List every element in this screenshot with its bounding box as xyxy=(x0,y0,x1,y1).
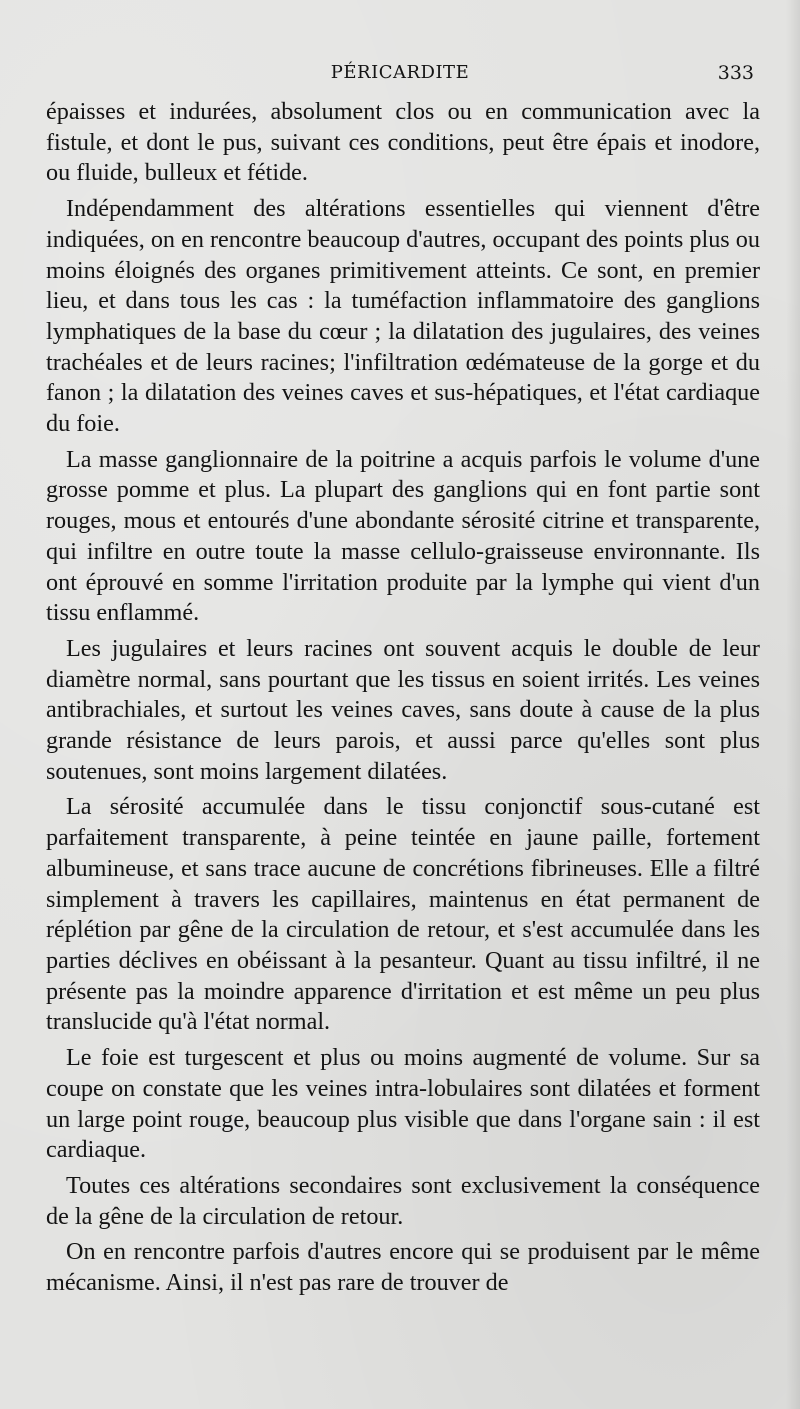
paragraph-continuation: épaisses et indurées, absolument clos ou en communication avec la fistule, et dont le pus, suivant ces conditions, peut être épais et inodore, ou fluide, bulleux et fétide. xyxy=(46,98,760,187)
running-head xyxy=(46,62,754,90)
paragraph-consequence: Toutes ces altérations secondaires sont exclusivement la conséquence de la gêne de la circulation de retour. xyxy=(46,1171,760,1230)
paragraph-ganglions: La masse ganglionnaire de la poitrine a acquis parfois le volume d'une grosse pomme et plus. La plupart des ganglions qui en font partie sont rouges, mous et entourés d'une abondante sérosité citrine et transparente, qui infiltre en outre toute la masse cellulo-graisseuse environnante. Ils ont éprouvé en somme l'irritation produite par la lymphe qui vient d'un tissu enflammé. xyxy=(46,445,760,627)
page-edge-shadow xyxy=(786,0,800,1409)
body-text xyxy=(46,97,760,1304)
paragraph-mecanisme: On en rencontre parfois d'autres encore qui se produisent par le même mécanisme. Ainsi, il n'est pas rare de trouver de xyxy=(46,1238,760,1297)
paragraph-alterations: Indépendamment des altérations essentielles qui viennent d'être indiquées, on en rencontre beaucoup d'autres, occupant des points plus ou moins éloignés des organes primitivement atteints. Ce sont, en premier lieu, et dans tous les cas : la tuméfaction inflammatoire des ganglions lymphatiques de la base du cœur ; la dilatation des jugulaires, des veines trachéales et de leurs racines; l'infiltration œdémateuse de la gorge et du fanon ; la dilatation des veines caves et sus-hépatiques, et l'état cardiaque du foie. xyxy=(46,195,760,438)
running-title: PÉRICARDITE xyxy=(330,62,470,83)
paragraph-jugulaires: Les jugulaires et leurs racines ont souvent acquis le double de leur diamètre normal, sans pourtant que les tissus en soient irrités. Les veines antibrachiales, et surtout les veines caves, sans doute à cause de la plus grande résistance de leurs parois, et aussi parce qu'elles sont plus soutenues, sont moins largement dilatées. xyxy=(46,634,760,785)
paragraph-foie: Le foie est turgescent et plus ou moins augmenté de volume. Sur sa coupe on constate que les veines intra-lobulaires sont dilatées et forment un large point rouge, beaucoup plus visible que dans l'organe sain : il est cardiaque. xyxy=(46,1044,760,1164)
page-number: 333 xyxy=(717,62,754,84)
paragraph-serosite: La sérosité accumulée dans le tissu conjonctif sous-cutané est parfaitement transparente, à peine teintée en jaune paille, fortement albumineuse, et sans trace aucune de concrétions fibrineuses. Elle a filtré simplement à travers les capillaires, maintenus en état permanent de réplétion par gêne de la circulation de retour, et s'est accumulée dans les parties déclives en obéissant à la pesanteur. Quant au tissu infiltré, il ne présente pas la moindre apparence d'irritation et est même un peu plus translucide qu'à l'état normal. xyxy=(46,793,760,1036)
